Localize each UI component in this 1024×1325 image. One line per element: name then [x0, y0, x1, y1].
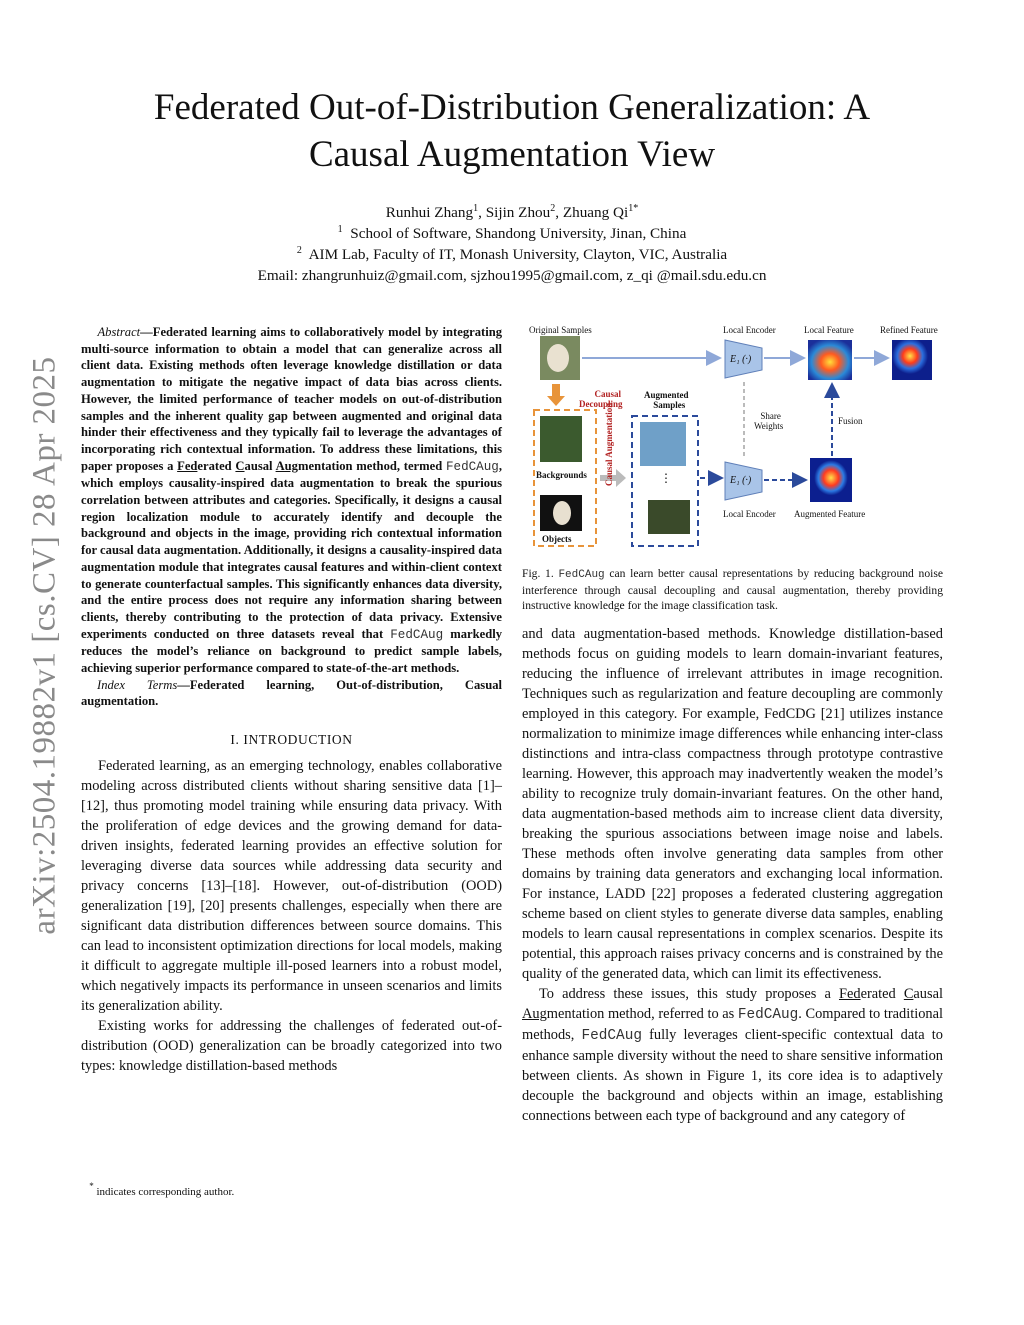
label-causal-decoupling-line2: Decoupling [579, 399, 623, 409]
p4-aug: Aug [522, 1006, 547, 1022]
augmented-image-2 [648, 500, 690, 534]
footnote [81, 1181, 502, 1198]
affiliation-1 [80, 223, 944, 244]
p4-mentation: mentation method, referred to as [546, 1006, 738, 1022]
local-feature-map [808, 340, 852, 380]
section-heading-introduction: I. INTRODUCTION [230, 732, 353, 748]
title-line-1: Federated Out-of-Distribution Generalization: A [153, 87, 871, 128]
p4-fed: Fed [838, 986, 861, 1002]
author-3-sup: 1* [628, 203, 639, 214]
p4-text-c: fully leverages client-specific contextual data to enhance sample diversity without the need to share sensitive information between clients. As shown in Figure 1, its core idea is to adaptively decouple the background and objects within an image, establishing connections between each type of background and any category of [522, 1027, 943, 1124]
label-local-encoder-top: Local Encoder [723, 325, 776, 335]
augmented-image-1 [640, 422, 686, 466]
abstract-dash: — [140, 325, 153, 339]
right-column [522, 624, 943, 1126]
footnote-mark: * [89, 1181, 94, 1191]
method-name-2: FedCAug [390, 627, 444, 642]
abstract-mentation: mentation method, termed [297, 458, 446, 473]
footnote-text: indicates corresponding author. [93, 1186, 235, 1198]
author-3: Zhuang Qi [562, 204, 629, 221]
p4-text-b: . Compared to traditional methods, [522, 1006, 943, 1043]
figure-1-caption [522, 566, 943, 613]
label-augmented-feature: Augmented Feature [794, 509, 866, 519]
label-augmented-samples [644, 390, 689, 410]
caption-method: FedCAug [558, 569, 605, 581]
author-1: Runhui Zhang [385, 204, 474, 221]
abstract-c: C [235, 458, 245, 473]
index-terms-text: —Federated learning, Out-of-distribution, Casual augmentation. [81, 677, 502, 709]
method-name: FedCAug [445, 459, 499, 474]
label-local-encoder-bottom: Local Encoder [723, 509, 776, 519]
arxiv-id: arXiv:2504.19882v1 [cs.CV] 28 Apr 2025 [26, 355, 63, 935]
label-share-weights [754, 411, 784, 431]
left-column [81, 324, 502, 1076]
background-image [540, 416, 582, 462]
affil-2-sup: 2 [296, 245, 302, 256]
intro-paragraph-4 [522, 984, 943, 1126]
author-1-sup: 1 [473, 203, 479, 214]
figure-1 [520, 318, 945, 558]
abstract [81, 324, 502, 677]
intro-paragraph-2: Existing works for addressing the challenges of federated out-of-distribution (OOD) generalization can be broadly categorized into two types: knowledge distillation-based methods [81, 1018, 502, 1075]
label-refined-feature: Refined Feature [880, 325, 938, 335]
affil-1-text: School of Software, Shandong University, Jinan, China [350, 225, 687, 242]
arxiv-stamp [28, 345, 62, 945]
augmented-feature-map [810, 458, 852, 502]
refined-feature-map [892, 340, 932, 380]
caption-text: can learn better causal representations by reducing background noise interference through causal decoupling and causal augmentation, thereby providing instructive knowledge for the image classification task. [522, 567, 943, 612]
p4-method-2: FedCAug [581, 1028, 642, 1044]
label-share-weights-line2: Weights [754, 421, 784, 431]
abstract-aug: Aug [275, 458, 298, 473]
affil-2-text: AIM Lab, Faculty of IT, Monash University, Clayton, VIC, Australia [308, 246, 728, 263]
p4-method: FedCAug [737, 1007, 799, 1023]
p4-ausal: ausal [913, 986, 943, 1002]
affil-1-sup: 1 [337, 224, 343, 235]
abstract-text-1: Federated learning aims to collaboratively model by integrating multi-source information to obtain a model that can generalize across all client data. Existing methods often leverage knowledge distillation or data augmentation to mitigate the negative impact of data bias across clients. However, the limited performance of teacher models on out-of-distribution samples and the inherent quality gap between augmented and original data hinder their effectiveness and they typically fail to leverage the advantages of incorporating rich contextual information. To address these limitations, this paper proposes a [81, 325, 503, 473]
intro-paragraph-3: and data augmentation-based methods. Knowledge distillation-based methods focus on guiding models to learn domain-invariant features, reducing the influence of irrelevant attributes in image recognition. Techniques such as regularization and feature decoupling are commonly employed in this category. For example, FedCDG [21] utilizes instance normalization to minimize image differences while enhancing inter-class distinctions and intra-class compactness through prototype contrastive learning. However, this approach may inadvertently weaken the model’s ability to recognize truly domain-invariant features. On the other hand, data augmentation-based methods aim to increase client data diversity, breaking the spurious associations between image noise and labels. These methods often involve generating data samples from other domains by training data generators and exchanging local information. For instance, LADD [22] proposes a federated clustering aggregation scheme based on client styles to generate diverse data samples, enabling models to learn causal representations in complex scenarios. Despite its potential, this approach raises privacy concerns and is constrained by the quality of the generated data, which can limit its effectiveness. [522, 626, 943, 982]
label-causal-augmentation: Causal Augmentation [604, 402, 614, 486]
paper-title [80, 84, 944, 178]
p4-c: C [903, 986, 914, 1002]
object-cat [553, 501, 571, 525]
label-share-weights-line1: Share [760, 411, 781, 421]
index-terms-label: Index Terms [97, 677, 178, 692]
email-line: Email: zhangrunhuiz@gmail.com, sjzhou1995@gmail.com, z_qi @mail.sdu.edu.cn [257, 267, 767, 284]
label-augmented-samples-line2: Samples [653, 400, 686, 410]
p4-text-a: To address these issues, this study proposes a [539, 986, 839, 1002]
title-line-2: Causal Augmentation View [308, 134, 716, 175]
abstract-fed: Fed [177, 458, 198, 473]
label-fusion: Fusion [838, 416, 863, 426]
caption-label: Fig. 1. [522, 567, 559, 580]
author-2-sup: 2 [550, 203, 556, 214]
encoder-bottom-label: E₁ (·) [730, 475, 752, 486]
label-original-samples: Original Samples [529, 325, 592, 335]
abstract-label: Abstract [97, 325, 141, 339]
abstract-text-2: , which employs causality-inspired data augmentation to break the spurious correlation between attributes and categories. Specifically, it designs a causal region localization module to accurately identify and decouple the background and objects in the image, providing rich contextual information for causal data augmentation. Additionally, it designs a causality-inspired data augmentation module that integrates causal features and within-client context to generate counterfactual samples. This significantly enhances data diversity, and the entire process does not require any information sharing between clients, thereby contributing to the protection of data privacy. Extensive experiments conducted on three datasets reveal that [81, 458, 503, 641]
abstract-ausal: ausal [244, 458, 276, 473]
label-local-feature: Local Feature [804, 325, 854, 335]
label-augmented-samples-line1: Augmented [644, 390, 689, 400]
p4-erated: erated [860, 986, 904, 1002]
index-terms [81, 677, 502, 710]
author-2: Sijin Zhou [485, 204, 551, 221]
encoder-top-label: E₁ (·) [730, 354, 752, 365]
intro-paragraph-1: Federated learning, as an emerging technology, enables collaborative modeling across distributed clients without sharing sensitive data [1]–[12], thus promoting model training while ensuring data privacy. With the proliferation of edge devices and the growing demand for data-driven insights, federated learning provides an effective solution for leveraging diverse data sources while addressing data security and privacy concerns [13]–[18]. However, out-of-distribution (OOD) generalization [19], [20] presents challenges, especially when there are significant data distribution differences between source domains. This can lead to inconsistent optimization directions for local models, making it difficult to aggregate multiple ill-posed learners into a robust model, which negatively impacts its performance in unseen scenarios and limits its generalization ability. [81, 758, 502, 1015]
original-sample-cat [547, 344, 569, 372]
label-backgrounds: Backgrounds [536, 470, 587, 480]
decoupling-arrow [547, 384, 565, 406]
label-ellipsis: ⋮ [660, 471, 672, 485]
author-block [80, 202, 944, 286]
abstract-erated: erated [197, 458, 236, 473]
affiliation-2 [80, 244, 944, 265]
author-list: Runhui Zhang$^1$, Sijin Zhou$^2$, Zhuang $Qi^{1*}$ [385, 203, 639, 221]
abstract-text-3: markedly reduces the model’s reliance on background to predict sample labels, achieving superior performance compared to state-of-the-art methods. [81, 626, 502, 676]
label-causal-decoupling-line1: Causal [594, 389, 622, 399]
label-objects: Objects [542, 534, 572, 544]
